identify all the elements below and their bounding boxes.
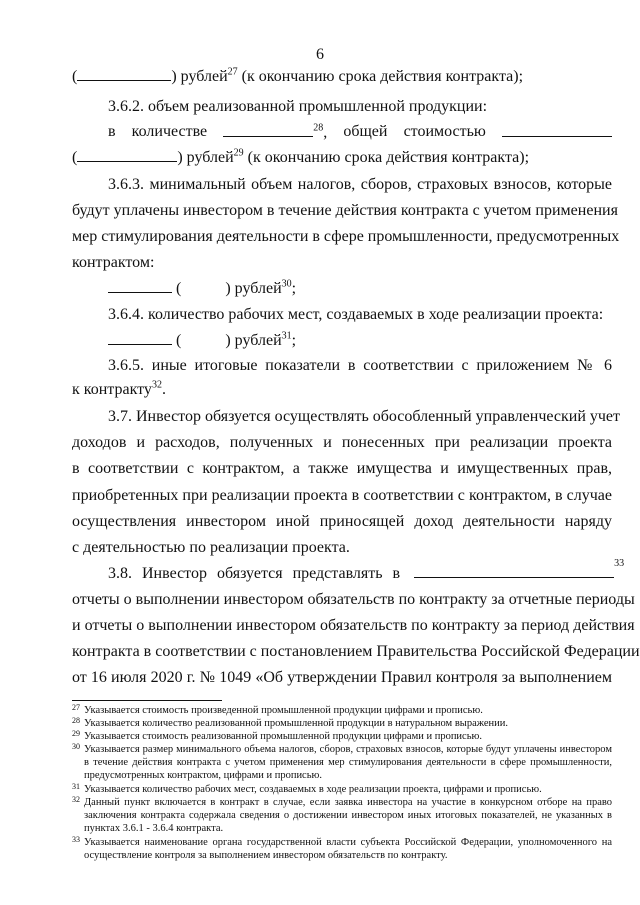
page-number: 6 (316, 46, 324, 63)
fill-blank (223, 122, 313, 137)
footnote: 32 Данный пункт включается в контракт в случае, если заявка инвестора на участие в конкурсном отборе на право заключения контракта содержала сведения о достижении инвестором иных итоговых показателей, не указанных в пунктах 3.6.1 - 3.6.4 контракта. (72, 795, 612, 834)
text-line: 3.7. Инвестор обязуется осуществлять обособленный управленческий учет (108, 408, 621, 425)
text-line: в количестве $^{28}$, общей стоимостью (108, 122, 612, 143)
text-line: ( ) рублей$^{27}$ (к окончанию срока действия контракта); (72, 66, 524, 85)
text-line: с деятельностью по реализации проекта. (72, 539, 350, 556)
text-line: от 16 июля 2020 г. № 1049 «Об утверждении Правил контроля за выполнением (72, 669, 612, 686)
text-line: 3.6.5. иные итоговые показатели в соответствии с приложением № 6 (108, 357, 612, 374)
text-line: будут уплачены инвестором в течение действия контракта с учетом применения (72, 202, 618, 219)
footnote: 33 Указывается наименование органа государственной власти субъекта Российской Федерации, уполномоченного на осуществление контроля за выполнением инвестором обязательств по контракту. (72, 835, 612, 861)
text-line: к контракту$^{32}$. (72, 379, 166, 398)
text-line: осуществления инвестором иной приносящей доход деятельности наряду (72, 513, 612, 530)
text-line: приобретенных при реализации проекта в соответствии с контрактом, в случае (72, 487, 612, 504)
text-line: 3.8. Инвестор обязуется представлять $в^{33}$ (108, 557, 625, 582)
fill-blank (77, 147, 177, 162)
text-line: 3.6.4. количество рабочих мест, создаваемых в ходе реализации проекта: (108, 306, 604, 323)
footnote-divider (72, 700, 222, 701)
footnote: 28 Указывается количество реализованной промышленной продукции в натуральном выражении. (72, 716, 509, 729)
text-line: мер стимулирования деятельности в сфере промышленности, предусмотренных (72, 228, 620, 245)
text-line: отчеты о выполнении инвестором обязательств по контракту за отчетные периоды (72, 591, 635, 608)
fill-blank (77, 66, 171, 81)
footnote: 27 Указывается стоимость произведенной промышленной продукции цифрами и прописью. (72, 703, 483, 716)
text-line: 3.6.3. минимальный объем налогов, сборов, страховых взносов, которые (108, 176, 612, 193)
text-line: ( ) рублей$^{30}$; (108, 278, 612, 299)
text-line: ( ) рублей$^{31}$; (108, 330, 612, 351)
text-line: ( ) рублей$^{29}$ (к окончанию срока действия контракта); (72, 147, 530, 166)
text-line: контрактом: (72, 254, 155, 271)
footnote: 29 Указывается стоимость реализованной промышленной продукции цифрами и прописью. (72, 729, 482, 742)
text-line: в соответствии с контрактом, а также имущества и имущественных прав, (72, 460, 612, 477)
fill-blank (502, 122, 612, 137)
text-line: доходов и расходов, полученных и понесенных при реализации проекта (72, 434, 612, 451)
text-line: контракта в соответствии с постановлением Правительства Российской Федерации (72, 643, 640, 660)
fill-blank (108, 330, 172, 345)
text-line: 3.6.2. объем реализованной промышленной продукции: (108, 98, 488, 115)
footnote: 31 Указывается количество рабочих мест, создаваемых в ходе реализации проекта, цифрами и прописью. (72, 782, 542, 795)
fill-blank (414, 563, 614, 578)
fill-blank (108, 278, 172, 293)
footnote: 30 Указывается размер минимального объема налогов, сборов, страховых взносов, которые будут уплачены инвестором в течение действия контракта с учетом применения мер стимулирования деятельности в сфере промышленности, предусмотренных контрактом, цифрами и прописью. (72, 742, 612, 781)
text-line: и отчеты о выполнении инвестором обязательств по контракту за период действия (72, 617, 635, 634)
